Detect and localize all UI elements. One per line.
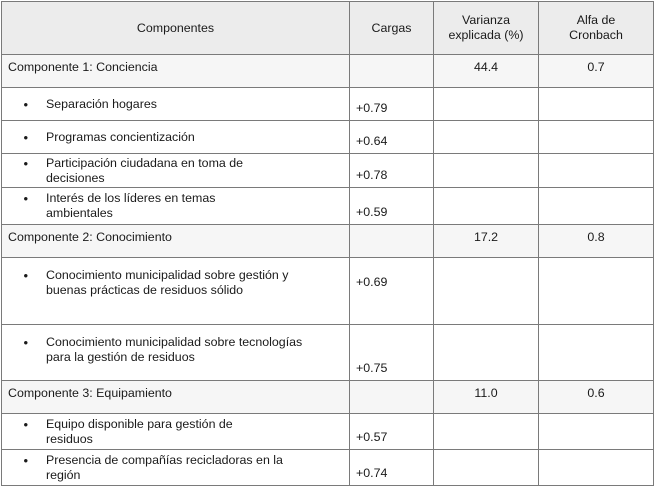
- item-row: [2, 88, 654, 121]
- component-variance: 11.0: [434, 381, 539, 414]
- item-cell: [2, 325, 350, 381]
- empty-cell: [434, 414, 539, 450]
- header-components: Componentes: [2, 2, 350, 55]
- item-row: [2, 121, 654, 154]
- component-variance: 17.2: [434, 225, 539, 258]
- component-alpha: 0.7: [539, 55, 654, 88]
- empty-cell: [539, 121, 654, 154]
- empty-cell: [539, 258, 654, 325]
- item-load: +0.74: [350, 450, 434, 486]
- empty-cell: [539, 414, 654, 450]
- item-load: +0.78: [350, 154, 434, 188]
- component-alpha: 0.8: [539, 225, 654, 258]
- empty-cell: [434, 88, 539, 121]
- component-name: Componente 1: Conciencia: [2, 55, 350, 88]
- bullet-icon: •: [23, 452, 28, 468]
- empty-cell: [539, 450, 654, 486]
- empty-cell: [539, 154, 654, 188]
- item-load: +0.69: [350, 258, 434, 325]
- item-text: Separación hogares: [46, 96, 157, 111]
- component-name: Componente 3: Equipamiento: [2, 381, 350, 414]
- component-variance: 44.4: [434, 55, 539, 88]
- item-load: +0.79: [350, 88, 434, 121]
- bullet-icon: •: [23, 268, 28, 283]
- empty-cell: [434, 188, 539, 225]
- item-row: [2, 154, 654, 188]
- component-load-empty: [350, 55, 434, 88]
- item-text: Interés de los líderes en temas ambientales: [46, 191, 216, 220]
- empty-cell: [539, 188, 654, 225]
- item-row: [2, 414, 654, 450]
- bullet-icon: •: [23, 191, 28, 206]
- header-variance-text: Varianza explicada (%): [448, 13, 524, 42]
- header-variance: [434, 2, 539, 55]
- item-cell: [2, 450, 350, 486]
- item-cell: [2, 121, 350, 154]
- item-load: +0.64: [350, 121, 434, 154]
- header-loads: Cargas: [350, 2, 434, 55]
- header-alpha: [539, 2, 654, 55]
- item-text: Equipo disponible para gestión de residuos: [46, 416, 233, 446]
- item-row: [2, 188, 654, 225]
- item-load: +0.59: [350, 188, 434, 225]
- item-text: Conocimiento municipalidad sobre gestión y buenas prácticas de residuos sólido: [46, 268, 289, 297]
- item-row: [2, 258, 654, 325]
- bullet-icon: •: [23, 155, 28, 171]
- bullet-icon: •: [23, 96, 28, 112]
- item-cell: [2, 414, 350, 450]
- item-row: [2, 450, 654, 486]
- bullet-icon: •: [23, 129, 28, 145]
- item-text: Participación ciudadana en toma de decisiones: [46, 155, 244, 185]
- component-load-empty: [350, 381, 434, 414]
- component-row: [2, 381, 654, 414]
- item-cell: [2, 258, 350, 325]
- bullet-icon: •: [23, 335, 28, 350]
- item-load: +0.57: [350, 414, 434, 450]
- component-row: [2, 225, 654, 258]
- bullet-icon: •: [23, 416, 28, 432]
- item-row: [2, 325, 654, 381]
- item-text: Presencia de compañías recicladoras en la región: [46, 452, 283, 482]
- empty-cell: [434, 121, 539, 154]
- component-alpha: 0.6: [539, 381, 654, 414]
- item-cell: [2, 88, 350, 121]
- item-text: Programas concientización: [46, 129, 195, 144]
- item-cell: [2, 188, 350, 225]
- component-name: Componente 2: Conocimiento: [2, 225, 350, 258]
- header-alpha-text: Alfa de Cronbach: [569, 13, 623, 42]
- empty-cell: [434, 154, 539, 188]
- empty-cell: [539, 325, 654, 381]
- item-load: +0.75: [350, 325, 434, 381]
- empty-cell: [434, 325, 539, 381]
- component-row: [2, 55, 654, 88]
- item-cell: [2, 154, 350, 188]
- empty-cell: [434, 258, 539, 325]
- empty-cell: [539, 88, 654, 121]
- empty-cell: [434, 450, 539, 486]
- header-row: [2, 2, 654, 55]
- item-text: Conocimiento municipalidad sobre tecnologías para la gestión de residuos: [46, 335, 303, 364]
- component-load-empty: [350, 225, 434, 258]
- factor-analysis-table: [1, 1, 654, 486]
